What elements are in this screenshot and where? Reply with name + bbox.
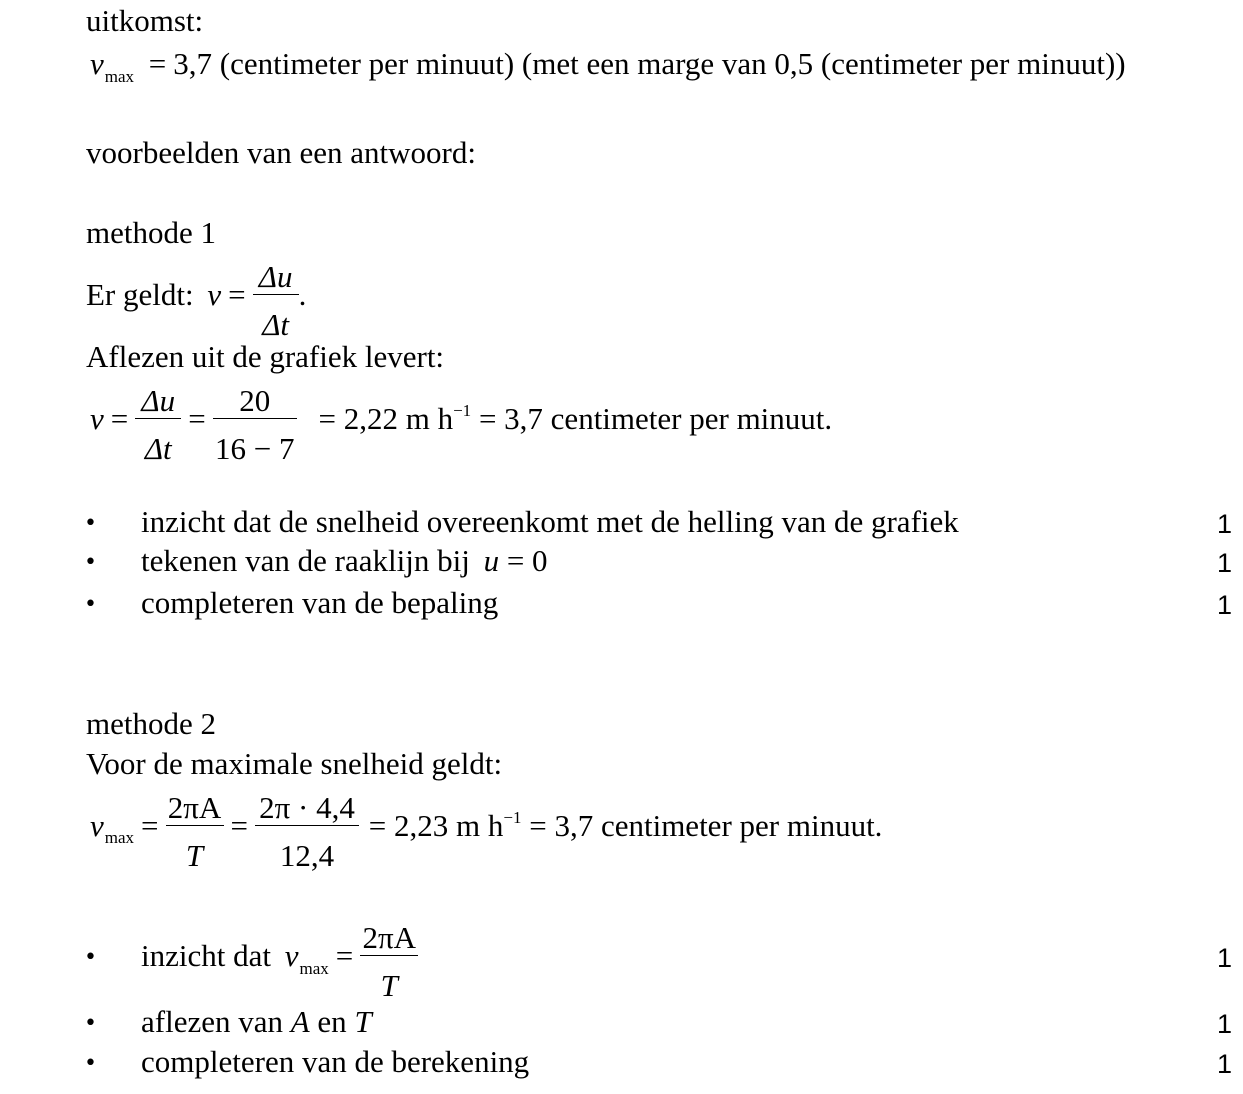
fraction-bar (360, 955, 418, 956)
denominator: T (380, 968, 398, 1003)
var-v: v (90, 807, 104, 843)
criterion-label: aflezen van (141, 1004, 283, 1039)
calc-result: = 2,22 m h (318, 400, 454, 436)
var-A: A (290, 1004, 310, 1039)
denominator: Δt (144, 430, 172, 466)
sub-max: max (104, 828, 135, 848)
criterion-text (141, 1006, 372, 1037)
bullet: • (84, 945, 97, 970)
equation-rest: = 0 (499, 543, 548, 578)
methode1-title: methode 1 (86, 215, 216, 250)
numerator: Δu (258, 259, 293, 294)
exponent: −1 (453, 401, 472, 420)
criterion-text: completeren van de berekening (141, 1044, 530, 1079)
fraction-bar (213, 418, 297, 419)
criterion-label: inzicht dat (141, 938, 271, 973)
calc-rest: = 3,7 centimeter per minuut. (529, 807, 883, 843)
bullet: • (84, 1011, 97, 1036)
denominator: T (185, 837, 204, 873)
uitkomst-value: 3,7 (173, 46, 213, 81)
denominator: Δt (262, 307, 290, 342)
numerator: 2πA (167, 789, 222, 825)
criterion-text (141, 545, 548, 576)
uitkomst-unit: (centimeter per minuut) (219, 46, 515, 81)
var-v: v (90, 400, 104, 436)
uitkomst-formula (90, 48, 1126, 85)
equals-sign: = (228, 277, 246, 312)
criterion-label: tekenen van de raaklijn bij (141, 543, 470, 578)
var-v: v (284, 938, 299, 973)
aflezen-text: Aflezen uit de grafiek levert: (86, 339, 445, 374)
denominator: 12,4 (279, 837, 335, 873)
denominator: 16 − 7 (214, 430, 295, 466)
score: 1 (1216, 509, 1232, 539)
numerator: 2πA (362, 920, 417, 955)
voor-text: Voor de maximale snelheid geldt: (86, 746, 503, 781)
bullet: • (84, 1051, 97, 1076)
methode2-title: methode 2 (86, 706, 216, 741)
fraction-bar (135, 418, 181, 419)
uitkomst-label: uitkomst: (86, 3, 204, 38)
sub-max: max (299, 958, 329, 978)
calc-result: = 2,23 m h (368, 807, 504, 843)
score: 1 (1216, 943, 1232, 973)
var-u: u (483, 543, 500, 578)
criterion-label: en (317, 1004, 347, 1039)
voorbeelden-heading: voorbeelden van een antwoord: (86, 135, 476, 170)
period: . (298, 277, 307, 312)
var-v: v (207, 277, 222, 312)
uitkomst-margin: (met een marge van 0,5 (centimeter per minuut)) (521, 46, 1126, 81)
equals-sign: = (148, 46, 167, 81)
numerator: 20 (239, 382, 271, 418)
er-geldt: Er geldt: (86, 277, 194, 312)
numerator: Δu (141, 382, 176, 418)
equals-sign: = (188, 400, 206, 436)
score: 1 (1216, 1009, 1232, 1039)
bullet: • (84, 592, 97, 617)
var-v: v (90, 46, 104, 81)
score: 1 (1216, 548, 1232, 578)
calc-rest: = 3,7 centimeter per minuut. (478, 400, 833, 436)
equals-sign: = (335, 938, 354, 973)
score: 1 (1216, 1049, 1232, 1079)
var-T: T (354, 1004, 372, 1039)
criterion-text: inzicht dat de snelheid overeenkomt met de helling van de grafiek (141, 504, 959, 539)
bullet: • (84, 511, 97, 536)
fraction-bar (255, 825, 359, 826)
equals-sign: = (230, 807, 249, 843)
numerator: 2π · 4,4 (259, 789, 355, 825)
fraction-bar (253, 294, 299, 295)
bullet: • (84, 550, 97, 575)
exponent: −1 (503, 808, 522, 827)
criterion-text: completeren van de bepaling (141, 585, 499, 620)
score: 1 (1216, 590, 1232, 620)
sub-max: max (104, 66, 135, 86)
equals-sign: = (141, 807, 159, 843)
equals-sign: = (110, 400, 129, 436)
fraction-bar (166, 825, 224, 826)
